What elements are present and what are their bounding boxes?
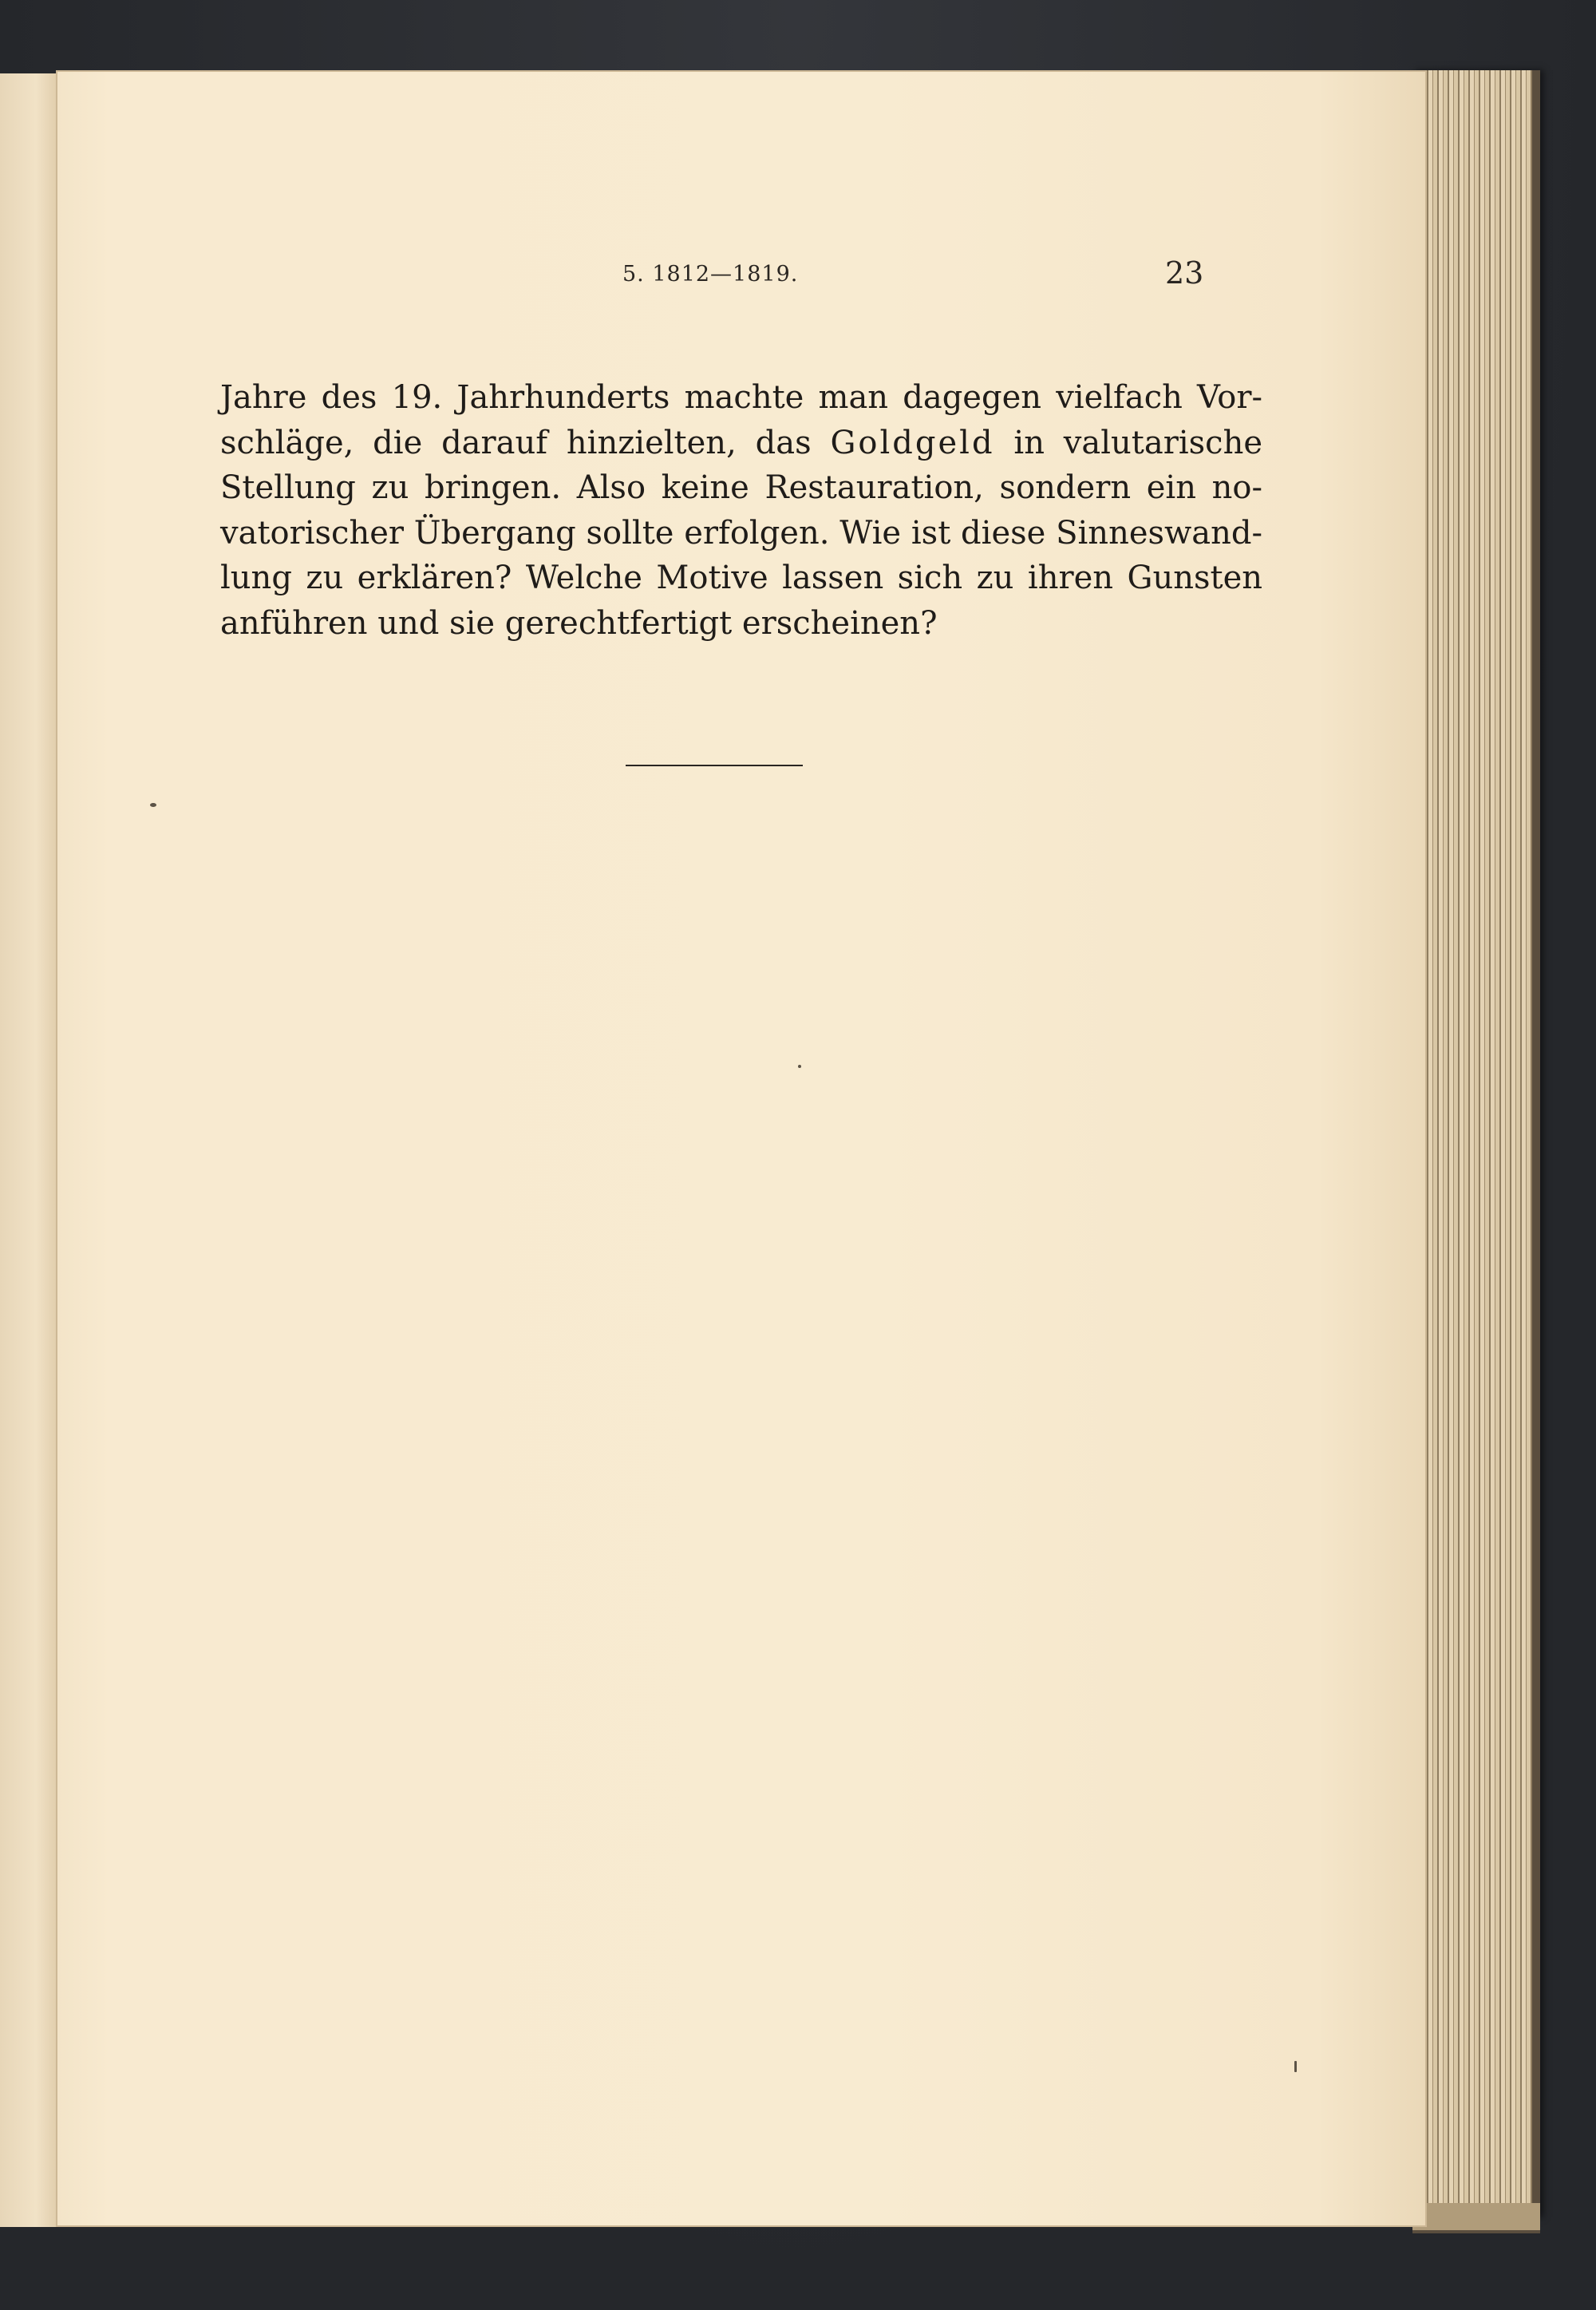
text-line: lung zu erklären? Welche Motive lassen sich zu ihren Gunsten [220,560,1262,596]
page-edge-bottom [1412,2203,1540,2233]
paper-speck [798,1065,801,1068]
text-fragment: in valutarische [994,424,1263,461]
section-heading: 5. 1812—1819. [622,262,799,287]
text-line: vatorischer Übergang sollte erfolgen. Wie ist diese Sinneswand- [220,514,1262,552]
book-page [56,70,1427,2227]
emphasized-term: Goldgeld [830,424,995,461]
text-fragment: schläge, die darauf hinzielten, das [220,424,831,461]
text-line: Stellung zu bringen. Also keine Restauration, sondern ein no- [220,469,1262,506]
section-rule [626,765,803,766]
text-line: Jahre des 19. Jahrhunderts machte man dagegen vielfach Vor- [220,379,1262,416]
text-line: anführen und sie gerechtfertigt erscheinen? [220,604,938,642]
running-head [56,255,1427,295]
body-paragraph [220,375,1262,646]
paper-speck [150,803,156,807]
page-number: 23 [1165,255,1204,291]
page-edge-stack [1412,70,1540,2217]
text-line [220,421,1262,466]
paper-speck [1294,2061,1297,2072]
